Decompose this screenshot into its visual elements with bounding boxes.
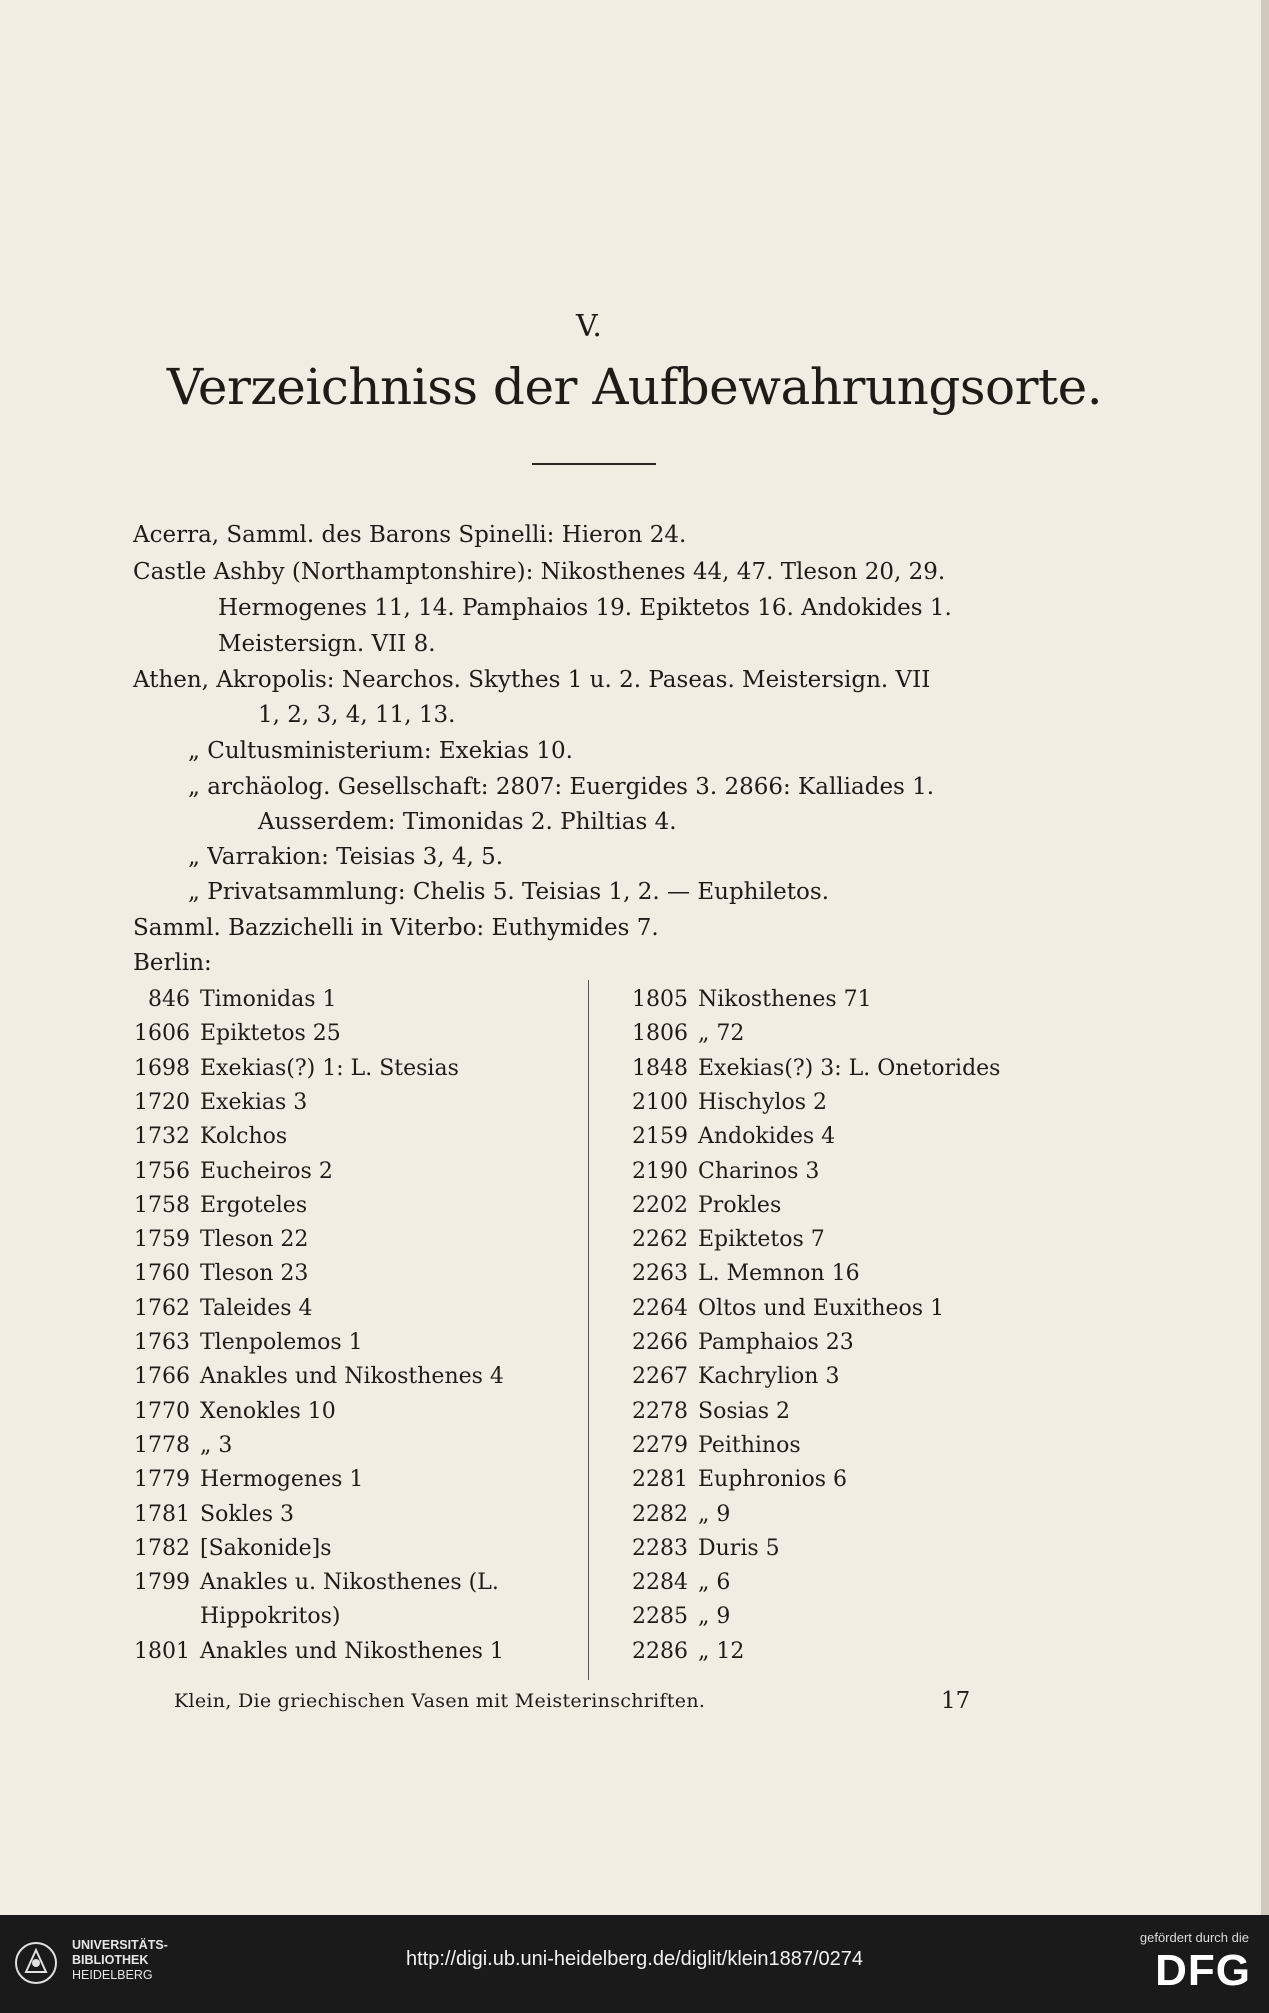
entry-text: Tlenpolemos 1 <box>200 1330 363 1355</box>
berlin-entry <box>120 1052 459 1087</box>
entry-text: Oltos und Euxitheos 1 <box>698 1295 945 1321</box>
paragraph-line: „ Cultusministerium: Exekias 10. <box>188 738 573 764</box>
berlin-entry <box>120 1498 294 1533</box>
entry-text: Pamphaios 23 <box>698 1330 854 1355</box>
inventory-number: 1766 <box>134 1364 190 1390</box>
berlin-entry <box>120 1257 308 1292</box>
funder-caption: gefördert durch die <box>1139 1930 1249 1945</box>
inventory-number: 2279 <box>632 1432 688 1458</box>
inventory-number: 1799 <box>134 1570 190 1596</box>
berlin-entry <box>618 1566 730 1601</box>
inventory-number: 2202 <box>632 1192 688 1218</box>
berlin-entry <box>120 1120 287 1155</box>
inventory-number: 2278 <box>632 1398 688 1424</box>
inventory-number: 1732 <box>134 1124 190 1150</box>
paragraph-line: „ archäolog. Gesellschaft: 2807: Euergides 3. 2866: Kalliades 1. <box>188 774 935 800</box>
paragraph-line: „ Varrakion: Teisias 3, 4, 5. <box>188 844 504 870</box>
entry-text: „ 6 <box>698 1570 731 1596</box>
inventory-number: 846 <box>148 987 190 1012</box>
institution-line: HEIDELBERG <box>72 1968 153 1982</box>
inventory-number: 1781 <box>134 1501 190 1527</box>
entry-text: Epiktetos 25 <box>200 1021 341 1047</box>
page-edge <box>1261 0 1269 1915</box>
berlin-entry <box>120 1566 499 1601</box>
entry-text: Peithinos <box>698 1432 801 1458</box>
inventory-number: 1762 <box>134 1295 190 1321</box>
berlin-entry <box>120 1017 341 1052</box>
berlin-entry <box>618 1257 860 1292</box>
berlin-entry <box>618 1189 781 1224</box>
berlin-entry <box>120 1635 504 1670</box>
entry-text: Ergoteles <box>200 1192 308 1218</box>
page-title: Verzeichniss der Aufbewahrungsorte. <box>166 358 1103 416</box>
berlin-entry <box>120 983 337 1018</box>
berlin-entry <box>120 1463 363 1498</box>
inventory-number: 2263 <box>632 1261 688 1287</box>
inventory-number: 2286 <box>632 1638 688 1664</box>
column-divider <box>588 980 589 1680</box>
paragraph-line: Castle Ashby (Northamptonshire): Nikosthenes 44, 47. Tleson 20, 29. <box>133 559 946 585</box>
entry-text: [Sakonide]s <box>200 1535 332 1561</box>
inventory-number: 1756 <box>134 1158 190 1184</box>
institution-line: UNIVERSITÄTS- <box>72 1938 168 1952</box>
berlin-entry <box>120 1326 363 1361</box>
berlin-entry <box>618 1395 790 1430</box>
entry-text: Anakles und Nikosthenes 4 <box>200 1364 504 1390</box>
berlin-entry <box>618 1635 744 1670</box>
berlin-entry <box>120 1086 307 1121</box>
entry-text: Eucheiros 2 <box>200 1158 333 1184</box>
inventory-number: 2282 <box>632 1501 688 1527</box>
entry-text: L. Memnon 16 <box>698 1261 860 1287</box>
entry-text: Xenokles 10 <box>200 1398 336 1424</box>
berlin-entry <box>618 1017 744 1052</box>
inventory-number: 1759 <box>134 1227 190 1253</box>
berlin-entry <box>618 983 872 1018</box>
berlin-entry <box>618 1155 819 1190</box>
section-number: V. <box>576 309 602 344</box>
entry-text: Taleides 4 <box>200 1295 313 1321</box>
entry-text: Exekias(?) 1: L. Stesias <box>200 1055 459 1081</box>
inventory-number: 1770 <box>134 1398 190 1424</box>
berlin-entry <box>120 1360 504 1395</box>
berlin-entry <box>120 1155 333 1190</box>
inventory-number: 1763 <box>134 1330 190 1355</box>
berlin-entry <box>618 1052 1000 1087</box>
title-rule <box>532 463 656 465</box>
inventory-number: 1760 <box>134 1261 190 1287</box>
paragraph-line: „ Privatsammlung: Chelis 5. Teisias 1, 2. — Euphiletos. <box>188 879 830 905</box>
inventory-number: 2283 <box>632 1535 688 1561</box>
entry-text: Sosias 2 <box>698 1398 791 1424</box>
entry-text: Prokles <box>698 1192 782 1218</box>
berlin-entry <box>618 1498 730 1533</box>
berlin-entry <box>120 1189 307 1224</box>
entry-text: „ 9 <box>698 1604 731 1630</box>
inventory-number: 2266 <box>632 1330 688 1355</box>
entry-text: Hischylos 2 <box>698 1089 827 1115</box>
inventory-number: 2100 <box>632 1089 688 1115</box>
inventory-number: 2267 <box>632 1364 688 1390</box>
running-footer: Klein, Die griechischen Vasen mit Meisterinschriften. <box>174 1690 706 1712</box>
paragraph-line: Berlin: <box>133 950 212 976</box>
inventory-number: 1805 <box>632 987 688 1012</box>
entry-text: „ 72 <box>698 1021 745 1047</box>
inventory-number: 1698 <box>134 1055 190 1081</box>
inventory-number: 2262 <box>632 1227 688 1253</box>
berlin-entry <box>618 1292 944 1327</box>
dfg-logo: DFG <box>1155 1946 1251 1995</box>
inventory-number: 1720 <box>134 1089 190 1115</box>
berlin-entry <box>120 1223 308 1258</box>
paragraph-line: Meistersign. VII 8. <box>218 631 436 657</box>
entry-text: Sokles 3 <box>200 1501 294 1527</box>
inventory-number: 1758 <box>134 1192 190 1218</box>
berlin-entry <box>618 1360 839 1395</box>
inventory-number: 1806 <box>632 1021 688 1047</box>
berlin-entry <box>618 1223 825 1258</box>
entry-text: Euphronios 6 <box>698 1467 847 1493</box>
entry-text: Hermogenes 1 <box>200 1467 364 1493</box>
berlin-entry <box>120 1395 336 1430</box>
entry-text: Exekias 3 <box>200 1089 308 1115</box>
entry-text: Hippokritos) <box>200 1604 341 1630</box>
inventory-number: 1782 <box>134 1535 190 1561</box>
inventory-number: 2284 <box>632 1570 688 1596</box>
entry-text: Exekias(?) 3: L. Onetorides <box>698 1055 1001 1081</box>
paragraph-line: Athen, Akropolis: Nearchos. Skythes 1 u. 2. Paseas. Meistersign. VII <box>133 667 931 693</box>
paragraph-line: Acerra, Samml. des Barons Spinelli: Hieron 24. <box>133 522 687 548</box>
institution-line: BIBLIOTHEK <box>72 1953 149 1967</box>
entry-text: Tleson 22 <box>200 1227 309 1253</box>
entry-text: Anakles u. Nikosthenes (L. <box>200 1570 499 1596</box>
berlin-entry <box>618 1600 730 1635</box>
inventory-number: 2285 <box>632 1604 688 1630</box>
paragraph-line: 1, 2, 3, 4, 11, 13. <box>258 702 456 728</box>
entry-text: Kolchos <box>200 1124 288 1150</box>
paragraph-line: Ausserdem: Timonidas 2. Philtias 4. <box>258 809 677 835</box>
inventory-number: 2159 <box>632 1124 688 1150</box>
entry-text: „ 3 <box>200 1432 233 1458</box>
page-number: 17 <box>941 1688 971 1714</box>
inventory-number: 1778 <box>134 1432 190 1458</box>
paragraph-line: Samml. Bazzichelli in Viterbo: Euthymides 7. <box>133 915 659 941</box>
berlin-entry <box>618 1120 835 1155</box>
inventory-number: 2281 <box>632 1467 688 1493</box>
entry-text: Epiktetos 7 <box>698 1227 825 1253</box>
entry-text: Nikosthenes 71 <box>698 987 872 1012</box>
inventory-number: 1779 <box>134 1467 190 1493</box>
berlin-entry <box>618 1326 854 1361</box>
inventory-number: 1848 <box>632 1055 688 1081</box>
entry-text: Timonidas 1 <box>200 987 337 1012</box>
inventory-number: 2264 <box>632 1295 688 1321</box>
entry-text: Kachrylion 3 <box>698 1364 840 1390</box>
entry-text: Tleson 23 <box>200 1261 309 1287</box>
entry-text: Andokides 4 <box>698 1124 836 1150</box>
berlin-entry <box>618 1086 827 1121</box>
entry-text: Duris 5 <box>698 1535 780 1561</box>
source-url-link[interactable]: http://digi.ub.uni-heidelberg.de/diglit/klein1887/0274 <box>405 1948 863 1970</box>
entry-text: Anakles und Nikosthenes 1 <box>200 1638 504 1664</box>
inventory-number: 1801 <box>134 1638 190 1664</box>
berlin-entry <box>120 1532 332 1567</box>
berlin-entry <box>120 1429 232 1464</box>
berlin-entry <box>618 1532 780 1567</box>
entry-text: Charinos 3 <box>698 1158 820 1184</box>
inventory-number: 1606 <box>134 1021 190 1047</box>
paragraph-line: Hermogenes 11, 14. Pamphaios 19. Epiktetos 16. Andokides 1. <box>218 595 952 621</box>
inventory-number: 2190 <box>632 1158 688 1184</box>
berlin-entry <box>120 1292 313 1327</box>
berlin-entry <box>120 1600 340 1635</box>
berlin-entry <box>618 1429 801 1464</box>
berlin-entry <box>618 1463 847 1498</box>
entry-text: „ 12 <box>698 1638 745 1664</box>
entry-text: „ 9 <box>698 1501 731 1527</box>
